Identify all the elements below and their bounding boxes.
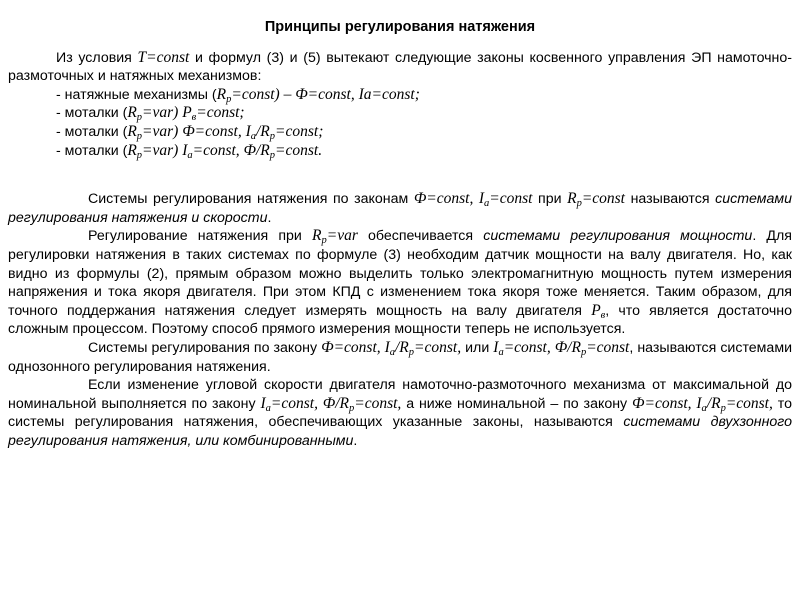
list-item xyxy=(56,142,792,161)
text-run: системами двухзонного регулирования натяжения, или комбинированными xyxy=(8,414,793,449)
text-run: p xyxy=(226,93,232,105)
text-run: Системы регулирования натяжения по законам xyxy=(88,191,414,208)
text-run: - натяжные механизмы ( xyxy=(56,86,217,103)
page-title: Принципы регулирования натяжения xyxy=(264,19,536,35)
text-run: a xyxy=(701,402,707,414)
text-run: =const. xyxy=(275,141,323,159)
text-run: a xyxy=(187,149,193,161)
text-run: Регулирование натяжения при xyxy=(88,228,313,245)
text-run: p xyxy=(269,130,276,142)
text-run: =const, xyxy=(414,338,462,356)
text: Из условия xyxy=(56,49,138,66)
text-run: системами регулирования мощности xyxy=(483,228,753,245)
paragraph-power xyxy=(8,227,792,339)
text-run: p xyxy=(349,402,355,414)
formula xyxy=(127,123,323,140)
text-run: p xyxy=(136,112,143,124)
list-item xyxy=(56,86,792,105)
text-run: p xyxy=(408,346,415,358)
text-run: Ф=const, I xyxy=(321,338,390,356)
text-run: /R xyxy=(706,394,721,412)
text-run: а ниже номинальной – по закону xyxy=(401,395,633,412)
formula xyxy=(127,142,322,159)
text-run: =var) Ф=const, I xyxy=(142,122,251,140)
text-run: =const xyxy=(586,338,630,356)
text: и формул (3) и (5) вытекают следующие законы косвенного управления ЭП намоточно-размоточных и натяжных механизмов: xyxy=(8,49,792,85)
text-run: =const, Ф/R xyxy=(270,394,349,412)
text-run: /R xyxy=(256,122,270,140)
formula xyxy=(591,302,605,319)
text-run: I xyxy=(493,338,499,356)
text-run: называются xyxy=(625,191,716,208)
text-run: p xyxy=(321,235,327,247)
text-run: p xyxy=(576,198,582,210)
text-run: p xyxy=(269,149,276,161)
spacer xyxy=(8,160,792,190)
text-run: Если изменение угловой скорости двигателя намоточно-размоточного механизма от максимальной до номинальной выполняется по закону xyxy=(8,377,792,412)
paragraph-two-zone xyxy=(8,376,792,450)
text-run: , что является достаточно сложным процессом. Поэтому способ прямого измерения мощности теперь не используется. xyxy=(8,302,792,338)
formula xyxy=(321,339,461,356)
formula: T=const xyxy=(137,48,190,66)
text-run: Системы регулирования по закону xyxy=(88,339,322,356)
text-run: =var xyxy=(326,227,358,245)
text-run: . Для регулировки натяжения в таких системах по формуле (3) необходим датчик мощности на валу двигателя. Но, как видно из формулы (2), прямым образом можно выделить только электромагнитную мощность путем измерения напряжения и тока якоря двигателя. При этом КПД с изменением тока якоря тоже меняется. Таким образом, для точного поддержания натяжения следует измерять мощность на валу двигателя xyxy=(8,228,792,319)
text-run: а xyxy=(250,130,256,142)
text-run: R xyxy=(216,85,227,103)
text-run: R xyxy=(312,227,322,245)
paragraph-speed-tension xyxy=(8,190,792,227)
text-run: a xyxy=(498,346,504,358)
text-run: a xyxy=(389,346,395,358)
formula xyxy=(312,227,358,247)
text-run: - моталки ( xyxy=(56,142,128,159)
text-run: R xyxy=(567,190,577,208)
text-run: p xyxy=(136,149,143,161)
list-item xyxy=(56,104,792,123)
text-run: /R xyxy=(395,338,409,356)
text-run: =const, xyxy=(354,394,402,412)
text-run: P xyxy=(591,301,601,319)
text-run: =const; xyxy=(196,104,245,122)
text-run: p xyxy=(580,346,587,358)
text-run: в xyxy=(191,112,197,124)
text-run: =const, Ф/R xyxy=(192,141,270,159)
slide xyxy=(8,18,792,450)
text-run: =const; xyxy=(275,122,324,140)
formula xyxy=(493,339,629,356)
formula xyxy=(127,104,245,124)
text-run: системами регулирования натяжения и скорости xyxy=(8,191,792,226)
formula xyxy=(632,395,773,412)
formula xyxy=(413,190,533,210)
text-run: a xyxy=(484,198,490,210)
paragraph-single-zone xyxy=(8,339,792,376)
text-run: =const, Ф/R xyxy=(503,338,581,356)
text-run: в xyxy=(600,309,606,321)
text-run: или xyxy=(461,339,494,356)
text-run: то системы регулирования натяжения, обеспечивающих указанные законы, называются xyxy=(8,395,792,431)
text-run: =var) I xyxy=(142,141,188,159)
text-run: , называются системами однозонного регулирования натяжения. xyxy=(8,339,792,375)
text-run: . xyxy=(353,432,358,449)
text-run: R xyxy=(127,104,137,122)
text-run: p xyxy=(136,130,143,142)
text-run: p xyxy=(720,402,726,414)
text-run: - моталки ( xyxy=(56,123,128,140)
text-run: R xyxy=(127,122,137,140)
text-run: Ф=const, I xyxy=(632,394,702,412)
text-run: =const) – Ф=const, Ia=const; xyxy=(231,85,420,103)
text-run: =const xyxy=(581,190,625,208)
text-run: =const xyxy=(489,190,533,208)
text-run: a xyxy=(265,402,271,414)
intro-paragraph xyxy=(8,49,792,86)
text-run: обеспечивается xyxy=(357,228,484,245)
text-run: I xyxy=(260,394,266,412)
text-run: - моталки ( xyxy=(56,105,128,122)
formula xyxy=(217,86,420,103)
text-run: при xyxy=(532,191,568,208)
formula xyxy=(260,395,401,412)
list-item xyxy=(56,123,792,142)
text-run: R xyxy=(127,141,137,159)
text-run: Ф=const, I xyxy=(413,190,485,208)
text-run: =var) P xyxy=(142,104,192,122)
text-run: =const, xyxy=(725,394,773,412)
formula xyxy=(567,190,625,210)
text-run: . xyxy=(267,209,272,226)
